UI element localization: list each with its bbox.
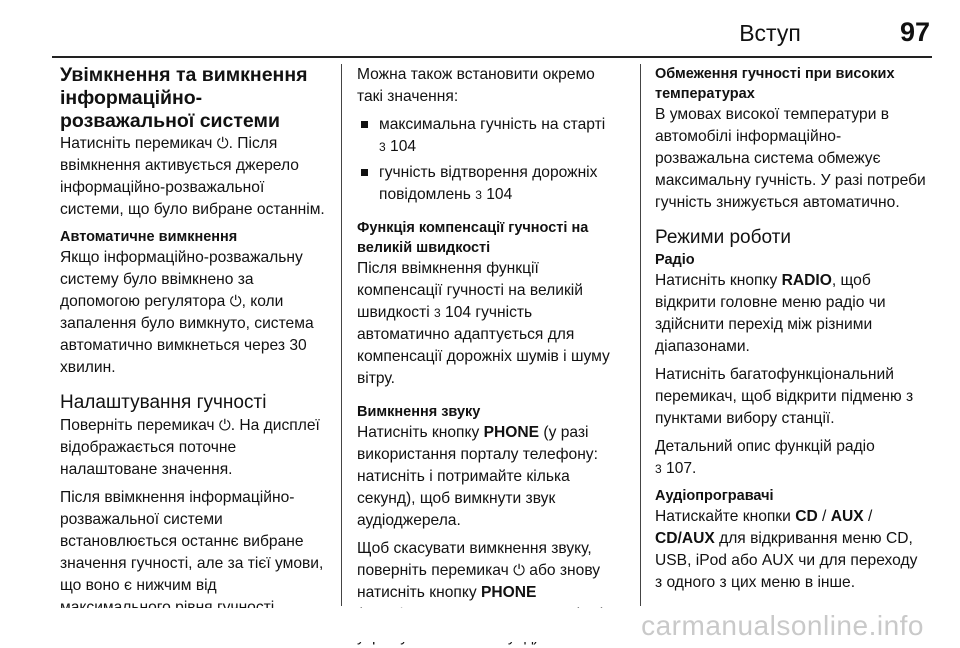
subheading-auto-off: Автоматичне вимкнення	[60, 229, 238, 245]
page-ref-link[interactable]: 104	[445, 304, 472, 321]
watermark-text: carmanualsonline.info	[641, 610, 924, 641]
section-heading-modes: Режими роботи	[655, 227, 791, 248]
page-ref-arrow-icon: 3	[434, 306, 441, 320]
power-knob-icon: ⏻	[513, 562, 525, 579]
bullet-square-icon	[361, 169, 368, 176]
list-item: гучність відтворення дорожніх повідомлень 3 104	[357, 162, 625, 206]
paragraph: Після ввімкнення функції компенсації гучності на великій швидкості 3 104 гучність автоматично адаптується для компенсації дорожніх шумів і шуму вітру.	[357, 260, 610, 387]
page-number: 97	[899, 17, 930, 47]
paragraph: Якщо інформаційно-розважальну систему було ввімкнено за допомогою регулятора ⏻, коли запалення було вимкнуто, система автоматично вимкнеться через 30 хвилин.	[60, 249, 314, 376]
section-heading-volume: Налаштування гучності	[60, 392, 267, 413]
column-divider	[640, 64, 641, 606]
aux-button-label: AUX	[830, 508, 864, 525]
list-item: максимальна гучність на старті 3 104	[357, 114, 625, 158]
phone-button-label: PHONE	[483, 424, 540, 441]
power-knob-icon: ⏻	[218, 417, 231, 434]
page-ref-arrow-icon: 3	[655, 462, 662, 476]
page-header-title: Вступ	[739, 20, 801, 46]
page-ref-link[interactable]: 104	[486, 186, 513, 203]
phone-button-label: PHONE	[480, 584, 537, 601]
subheading-radio: Радіо	[655, 252, 695, 268]
page-ref-link[interactable]: 107.	[666, 460, 697, 477]
column-2	[357, 64, 625, 609]
paragraph: Натисніть кнопку RADIO, щоб відкрити головне меню радіо чи здійснити перехід між різними діапазонами.	[655, 272, 886, 355]
section-heading-power: Увімкнення та вимкнення інформаційно-розважальної системи	[60, 64, 308, 132]
bullet-list	[357, 114, 625, 206]
paragraph: В умовах високої температури в автомобілі інформаційно-розважальна система обмежує максимальну гучність. У разі потреби гучність знижується автоматично.	[655, 106, 926, 211]
paragraph: Щоб скасувати вимкнення звуку, поверніть перемикач ⏻ або знову натисніть кнопку PHONE	[357, 540, 601, 601]
column-1	[60, 64, 328, 609]
page-ref-arrow-icon: 3	[475, 188, 482, 202]
subheading-temperature: Обмеження гучності при високих температурах	[655, 66, 895, 102]
watermark-bar	[0, 608, 960, 642]
paragraph: Поверніть перемикач ⏻. На дисплеї відображається поточне налаштоване значення.	[60, 417, 320, 478]
bullet-square-icon	[361, 121, 368, 128]
subheading-mute: Вимкнення звуку	[357, 404, 481, 420]
cd-button-label: CD	[795, 508, 818, 525]
subheading-speed-compensation: Функція компенсації гучності на великій швидкості	[357, 220, 589, 256]
paragraph: Можна також встановити окремо такі значення:	[357, 66, 595, 105]
paragraph: Натискайте кнопки CD / AUX / CD/AUX для відкривання меню CD, USB, iPod або AUX чи для переходу з одного з цих меню в інше.	[655, 508, 918, 591]
column-3	[655, 64, 927, 609]
power-knob-icon: ⏻	[216, 135, 229, 152]
cd-aux-button-label: CD/AUX	[655, 530, 715, 547]
radio-button-label: RADIO	[781, 272, 832, 289]
header-rule	[52, 56, 932, 58]
paragraph: Детальний опис функцій радіо 3 107.	[655, 438, 875, 477]
subheading-audio-players: Аудіопрогравачі	[655, 488, 774, 504]
page-ref-link[interactable]: 104	[390, 138, 417, 155]
paragraph: Після ввімкнення інформаційно-розважальної системи встановлюється останнє вибране значення гучності, але за тієї умови, що воно є нижчим від	[60, 489, 324, 594]
paragraph: Натисніть перемикач ⏻. Після ввімкнення активується джерело інформаційно-розважальної системи, що було вибране останнім.	[60, 135, 325, 218]
page-ref-arrow-icon: 3	[379, 140, 386, 154]
paragraph: Натисніть багатофункціональний перемикач, щоб відкрити підменю з пунктами вибору станції.	[655, 366, 914, 427]
column-divider	[341, 64, 342, 606]
power-knob-icon: ⏻	[229, 293, 242, 310]
paragraph: Натисніть кнопку PHONE (у разі використання порталу телефону: натисніть і потримайте кілька секунд), щоб вимкнути звук аудіоджерела.	[357, 424, 598, 529]
